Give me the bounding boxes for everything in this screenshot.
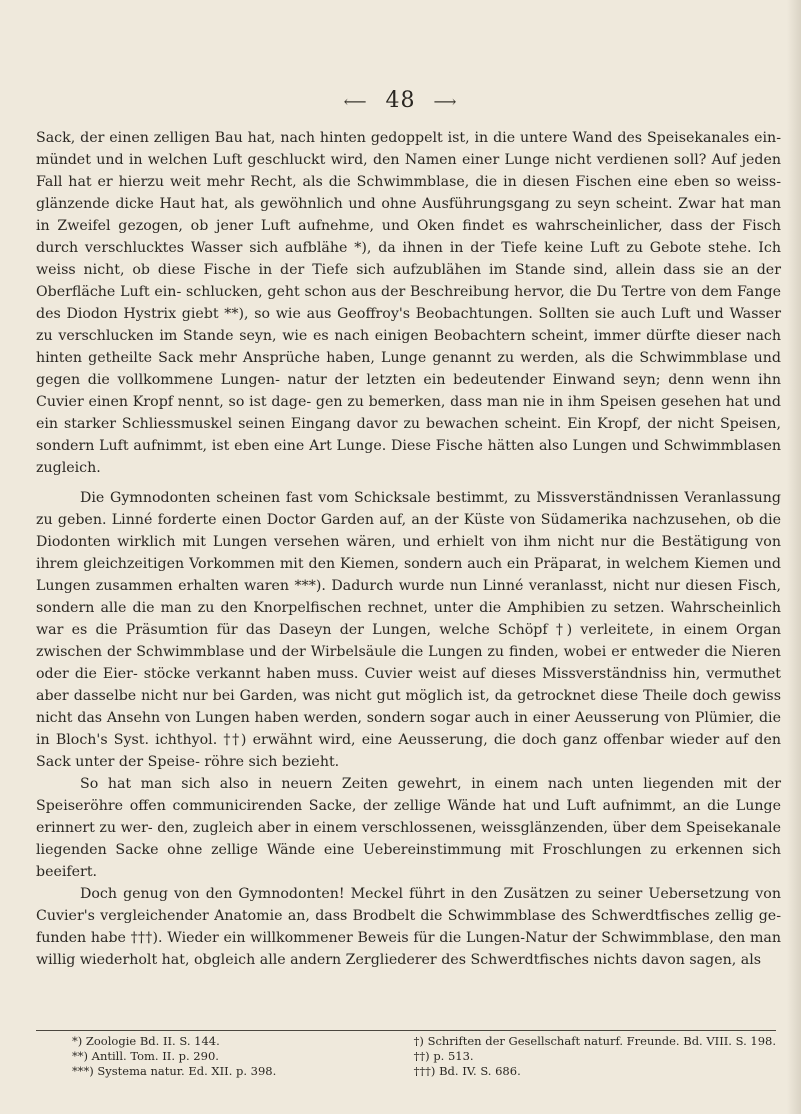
page-header <box>0 88 801 113</box>
footnote-divider <box>36 1030 776 1031</box>
footnote: ††) p. 513. <box>413 1049 474 1063</box>
footnotes-right-column <box>398 1034 776 1079</box>
footnote: *) Zoologie Bd. II. S. 144. <box>72 1034 220 1048</box>
ornament-right: ⟶ <box>433 91 458 111</box>
paragraph-4: Doch genug von den Gymnodonten! Meckel führt in den Zusätzen zu seiner Uebersetzung von Cuvier's vergleichender Anatomie an, dass Brodbelt die Schwimmblase des Schwerdtfisches zellig ge- funden habe †††). Wieder ein willkommener Beweis für die Lungen-Natur der Schwimmblase, den man willig wiederholt hat, obgleich alle andern Zergliederer des Schwerdtfisches nichts davon sagen, als <box>36 886 781 968</box>
footnotes <box>36 1034 776 1079</box>
paragraph-2: Die Gymnodonten scheinen fast vom Schicksale bestimmt, zu Missverständnissen Veranlassung zu geben. Linné forderte einen Doctor Garden auf, an der Küste von Südamerika nachzusehen, ob die Diodonten wirklich mit Lungen versehen wären, und erhielt von ihm nicht nur die Bestätigung von ihrem gleichzeitigen Vorkommen mit den Kiemen, sondern auch ein Präparat, in welchem Kiemen und Lungen zusammen erhalten waren ***). Dadurch wurde nun Linné veranlasst, nicht nur diesen Fisch, sondern alle die man zu den Knorpelfischen rechnet, unter die Amphibien zu setzen. Wahrscheinlich war es die Präsumtion für das Daseyn der Lungen, welche Schöpf †) verleitete, in einem Organ zwischen der Schwimmblase und der Wirbelsäule die Lungen zu finden, wobei er entweder die Nieren oder die Eier- stöcke verkannt haben muss. Cuvier weist auf dieses Missverständniss hin, vermuthet aber dasselbe nicht nur bei Garden, was nicht gut möglich ist, da getrocknet diese Theile doch gewiss nicht das Ansehn von Lungen haben werden, sondern sogar auch in einer Aeusserung von Plümier, die in Bloch's Syst. ichthyol. ††) erwähnt wird, eine Aeusserung, die doch ganz offenbar wieder auf den Sack unter der Speise- röhre sich bezieht. <box>36 490 781 770</box>
footnote: †††) Bd. IV. S. 686. <box>413 1064 521 1078</box>
paragraph-1: Sack, der einen zelligen Bau hat, nach hinten gedoppelt ist, in die untere Wand des Speisekanales ein- mündet und in welchen Luft geschluckt wird, den Namen einer Lunge nicht verdienen soll? Auf jeden Fall hat er hierzu weit mehr Recht, als die Schwimmblase, die in diesen Fischen eine eben so weiss- glänzende dicke Haut hat, als gewöhnlich und ohne Ausführungsgang zu seyn scheint. Zwar hat man in Zweifel gezogen, ob jener Luft aufnehme, und Oken findet es wahrscheinlicher, dass der Fisch durch verschlucktes Wasser sich aufblähe *), da ihnen in der Tiefe keine Luft zu Gebote stehe. Ich weiss nicht, ob diese Fische in der Tiefe sich aufzublähen im Stande sind, allein dass sie an der Oberfläche Luft ein- schlucken, geht schon aus der Beschreibung hervor, die Du Tertre von dem Fange des Diodon Hystrix giebt **), so wie aus Geoffroy's Beobachtungen. Sollten sie auch Luft und Wasser zu verschlucken im Stande seyn, wie es nach einigen Beobachtern scheint, immer dürfte dieser nach hinten getheilte Sack mehr Ansprüche haben, Lunge genannt zu werden, als die Schwimmblase und gegen die vollkommene Lungen- natur der letzten ein bedeutender Einwand seyn; denn wenn ihn Cuvier einen Kropf nennt, so ist dage- gen zu bemerken, dass man nie in ihm Speisen gesehen hat und ein starker Schliessmuskel seinen Eingang davor zu bewachen scheint. Ein Kropf, der nicht Speisen, sondern Luft aufnimmt, ist eben eine Art Lunge. Diese Fische hätten also Lungen und Schwimmblasen zugleich. <box>36 130 781 476</box>
page-edge-shadow <box>787 0 801 1114</box>
paragraph-3: So hat man sich also in neuern Zeiten gewehrt, in einem nach unten liegenden mit der Speiseröhre offen communicirenden Sacke, der zellige Wände hat und Luft aufnimmt, an die Lunge erinnert zu wer- den, zugleich aber in einem verschlossenen, weissglänzenden, über dem Speisekanale liegenden Sacke ohne zellige Wände eine Uebereinstimmung mit Froschlungen zu erkennen sich beeifert. <box>36 776 781 880</box>
footnote: ***) Systema natur. Ed. XII. p. 398. <box>72 1064 277 1078</box>
body-text <box>36 127 781 971</box>
footnote: **) Antill. Tom. II. p. 290. <box>72 1049 219 1063</box>
footnotes-left-column <box>36 1034 398 1079</box>
ornament-left: ⟵ <box>343 91 368 111</box>
page-number: 48 <box>385 88 416 113</box>
footnote: †) Schriften der Gesellschaft naturf. Freunde. Bd. VIII. S. 198. <box>413 1034 776 1048</box>
